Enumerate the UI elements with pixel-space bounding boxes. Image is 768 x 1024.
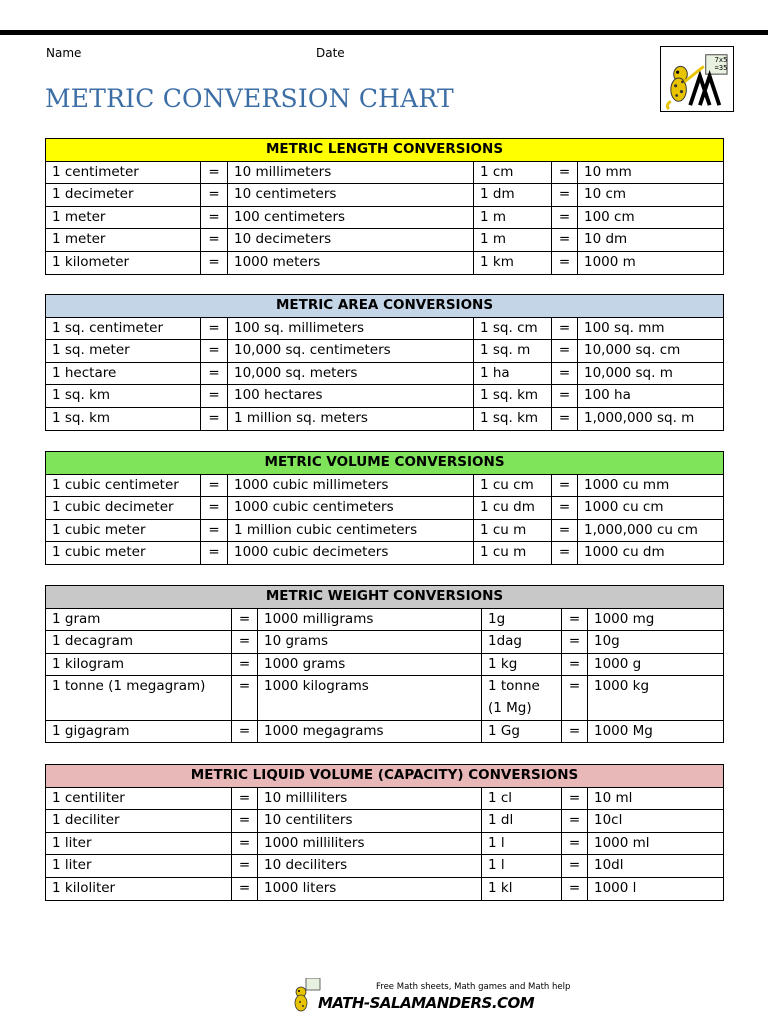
table-row xyxy=(46,317,724,340)
table-cell: 1000 megagrams xyxy=(258,720,482,743)
table-cell: = xyxy=(562,631,588,654)
page-title: METRIC CONVERSION CHART xyxy=(45,84,454,113)
table-row xyxy=(46,855,724,878)
table-cell: 1 cubic meter xyxy=(46,519,201,542)
liquid-table xyxy=(45,764,724,901)
table-cell: = xyxy=(201,474,228,497)
table-cell: 1000 mg xyxy=(588,608,724,631)
table-cell: = xyxy=(552,407,578,430)
table-cell: 1 decagram xyxy=(46,631,232,654)
table-cell: 1 meter xyxy=(46,229,201,252)
table-cell: = xyxy=(201,229,228,252)
table-cell: 1 Gg xyxy=(482,720,562,743)
table-cell: = xyxy=(552,251,578,274)
table-cell: = xyxy=(232,832,258,855)
table-cell: = xyxy=(552,161,578,184)
table-cell: 1000 cubic millimeters xyxy=(228,474,474,497)
table-cell: 1000 g xyxy=(588,653,724,676)
date-label: Date xyxy=(316,46,345,60)
table-row xyxy=(46,608,724,631)
table-cell: = xyxy=(552,229,578,252)
table-cell: = xyxy=(562,787,588,810)
table-cell: = xyxy=(232,653,258,676)
table-cell: 1 million sq. meters xyxy=(228,407,474,430)
table-cell: = xyxy=(201,317,228,340)
table-cell: 1 cubic decimeter xyxy=(46,497,201,520)
table-cell: 10 centimeters xyxy=(228,184,474,207)
table-cell: 10,000 sq. m xyxy=(578,362,724,385)
table-row xyxy=(46,206,724,229)
table-cell: = xyxy=(232,787,258,810)
table-cell: 10 milliliters xyxy=(258,787,482,810)
table-cell: = xyxy=(552,385,578,408)
table-cell: = xyxy=(552,184,578,207)
table-row xyxy=(46,631,724,654)
table-cell: 1 l xyxy=(482,832,562,855)
table-row xyxy=(46,810,724,833)
table-cell: 1000 cu cm xyxy=(578,497,724,520)
table-cell: 1000 kilograms xyxy=(258,676,482,720)
table-cell: 1 kg xyxy=(482,653,562,676)
footer-brand: MATH-SALAMANDERS.COM xyxy=(318,994,535,1012)
table-row xyxy=(46,385,724,408)
table-cell: 1,000,000 cu cm xyxy=(578,519,724,542)
weight-table xyxy=(45,585,724,743)
table-cell: 10,000 sq. cm xyxy=(578,340,724,363)
table-cell: 1 cl xyxy=(482,787,562,810)
volume-table-title: METRIC VOLUME CONVERSIONS xyxy=(46,452,724,475)
table-cell: 1 sq. km xyxy=(46,407,201,430)
table-cell: 1 meter xyxy=(46,206,201,229)
table-cell: 10 mm xyxy=(578,161,724,184)
table-cell: 1 centimeter xyxy=(46,161,201,184)
table-cell: 1 liter xyxy=(46,855,232,878)
table-cell: 1 gigagram xyxy=(46,720,232,743)
table-cell: 1000 cu mm xyxy=(578,474,724,497)
table-cell: 1 kilometer xyxy=(46,251,201,274)
table-cell: 1 cubic centimeter xyxy=(46,474,201,497)
length-table xyxy=(45,138,724,275)
table-cell: 1 sq. km xyxy=(46,385,201,408)
table-cell: 1 cubic meter xyxy=(46,542,201,565)
table-cell: 1 gram xyxy=(46,608,232,631)
table-cell: 10,000 sq. centimeters xyxy=(228,340,474,363)
table-row xyxy=(46,362,724,385)
table-cell: 1000 cubic centimeters xyxy=(228,497,474,520)
table-cell: 1 m xyxy=(474,206,552,229)
table-cell: = xyxy=(552,206,578,229)
table-cell: 100 sq. mm xyxy=(578,317,724,340)
table-cell: = xyxy=(201,385,228,408)
table-row xyxy=(46,676,724,720)
table-cell: 1 sq. km xyxy=(474,407,552,430)
table-row xyxy=(46,497,724,520)
liquid-table-title: METRIC LIQUID VOLUME (CAPACITY) CONVERSIONS xyxy=(46,765,724,788)
table-cell: 100 sq. millimeters xyxy=(228,317,474,340)
table-cell: 1 decimeter xyxy=(46,184,201,207)
table-cell: 1 sq. centimeter xyxy=(46,317,201,340)
footer-logo xyxy=(292,976,571,1016)
table-cell: 1000 milligrams xyxy=(258,608,482,631)
area-table-title: METRIC AREA CONVERSIONS xyxy=(46,295,724,318)
table-cell: 1 kiloliter xyxy=(46,877,232,900)
table-cell: = xyxy=(232,810,258,833)
table-cell: = xyxy=(562,653,588,676)
table-cell: 1 sq. cm xyxy=(474,317,552,340)
table-cell: 1000 kg xyxy=(588,676,724,720)
table-cell: = xyxy=(232,855,258,878)
length-table-title: METRIC LENGTH CONVERSIONS xyxy=(46,139,724,162)
table-cell: 1 kilogram xyxy=(46,653,232,676)
table-cell: = xyxy=(552,519,578,542)
table-row xyxy=(46,832,724,855)
table-cell: = xyxy=(232,676,258,720)
table-cell: 1 cm xyxy=(474,161,552,184)
table-cell: 1 dm xyxy=(474,184,552,207)
table-cell: 10 grams xyxy=(258,631,482,654)
table-row xyxy=(46,474,724,497)
table-cell: = xyxy=(232,631,258,654)
table-cell: 1000 liters xyxy=(258,877,482,900)
table-cell: = xyxy=(232,608,258,631)
table-cell: 100 hectares xyxy=(228,385,474,408)
table-cell: = xyxy=(562,608,588,631)
table-cell: 10cl xyxy=(588,810,724,833)
table-cell: = xyxy=(552,362,578,385)
table-cell: = xyxy=(201,362,228,385)
table-cell: = xyxy=(201,497,228,520)
table-row xyxy=(46,877,724,900)
table-cell: 10 ml xyxy=(588,787,724,810)
table-cell: = xyxy=(201,340,228,363)
table-cell: 1 million cubic centimeters xyxy=(228,519,474,542)
table-cell: 1000 l xyxy=(588,877,724,900)
table-cell: = xyxy=(562,810,588,833)
table-row xyxy=(46,787,724,810)
table-row xyxy=(46,184,724,207)
table-row xyxy=(46,161,724,184)
table-cell: 10g xyxy=(588,631,724,654)
table-cell: 1000 grams xyxy=(258,653,482,676)
table-cell: 1 sq. meter xyxy=(46,340,201,363)
table-cell: = xyxy=(562,855,588,878)
table-cell: 1g xyxy=(482,608,562,631)
table-cell: = xyxy=(562,877,588,900)
table-cell: 1000 meters xyxy=(228,251,474,274)
table-cell: 1 cu m xyxy=(474,519,552,542)
table-cell: 1 deciliter xyxy=(46,810,232,833)
table-cell: 1000 Mg xyxy=(588,720,724,743)
footer-tagline: Free Math sheets, Math games and Math help xyxy=(376,982,571,992)
table-cell: = xyxy=(552,497,578,520)
table-cell: 10 dm xyxy=(578,229,724,252)
table-cell: = xyxy=(232,720,258,743)
area-table xyxy=(45,294,724,431)
table-cell: 1 km xyxy=(474,251,552,274)
table-cell: = xyxy=(562,720,588,743)
table-row xyxy=(46,229,724,252)
table-cell: 1,000,000 sq. m xyxy=(578,407,724,430)
logo-sheet-text: 7x5 =35 xyxy=(714,56,728,72)
table-cell: 1 kl xyxy=(482,877,562,900)
table-cell: 1 sq. km xyxy=(474,385,552,408)
table-cell: = xyxy=(552,340,578,363)
table-row xyxy=(46,720,724,743)
table-cell: 1 m xyxy=(474,229,552,252)
table-cell: 1000 cu dm xyxy=(578,542,724,565)
table-cell: = xyxy=(201,251,228,274)
table-cell: 10,000 sq. meters xyxy=(228,362,474,385)
table-cell: = xyxy=(552,474,578,497)
table-cell: 10 cm xyxy=(578,184,724,207)
table-cell: = xyxy=(201,161,228,184)
table-cell: = xyxy=(562,832,588,855)
table-row xyxy=(46,542,724,565)
table-cell: 100 ha xyxy=(578,385,724,408)
table-cell: 10 millimeters xyxy=(228,161,474,184)
table-cell: 1 cu m xyxy=(474,542,552,565)
table-cell: 1 centiliter xyxy=(46,787,232,810)
table-row xyxy=(46,519,724,542)
table-cell: 10 centiliters xyxy=(258,810,482,833)
table-cell: 1 ha xyxy=(474,362,552,385)
table-cell: 100 centimeters xyxy=(228,206,474,229)
table-cell: 1dag xyxy=(482,631,562,654)
table-cell: 1 tonne (1 Mg) xyxy=(482,676,562,720)
table-cell: = xyxy=(201,407,228,430)
table-cell: = xyxy=(201,206,228,229)
table-row xyxy=(46,407,724,430)
table-cell: 10 deciliters xyxy=(258,855,482,878)
table-cell: 1 dl xyxy=(482,810,562,833)
top-rule xyxy=(0,30,768,35)
name-label: Name xyxy=(46,46,82,60)
table-row xyxy=(46,653,724,676)
table-cell: 100 cm xyxy=(578,206,724,229)
table-cell: = xyxy=(201,184,228,207)
table-cell: 10 decimeters xyxy=(228,229,474,252)
table-cell: 1000 cubic decimeters xyxy=(228,542,474,565)
table-row xyxy=(46,340,724,363)
table-cell: 1000 m xyxy=(578,251,724,274)
table-cell: 1 sq. m xyxy=(474,340,552,363)
table-cell: 1 l xyxy=(482,855,562,878)
weight-table-title: METRIC WEIGHT CONVERSIONS xyxy=(46,586,724,609)
table-cell: 1 tonne (1 megagram) xyxy=(46,676,232,720)
table-cell: 1000 ml xyxy=(588,832,724,855)
table-cell: 1000 milliliters xyxy=(258,832,482,855)
table-cell: 10dl xyxy=(588,855,724,878)
table-cell: = xyxy=(552,542,578,565)
table-cell: = xyxy=(201,519,228,542)
table-row xyxy=(46,251,724,274)
volume-table xyxy=(45,451,724,565)
table-cell: = xyxy=(552,317,578,340)
table-cell: 1 cu dm xyxy=(474,497,552,520)
table-cell: 1 hectare xyxy=(46,362,201,385)
table-cell: = xyxy=(562,676,588,720)
table-cell: = xyxy=(201,542,228,565)
table-cell: = xyxy=(232,877,258,900)
table-cell: 1 cu cm xyxy=(474,474,552,497)
table-cell: 1 liter xyxy=(46,832,232,855)
